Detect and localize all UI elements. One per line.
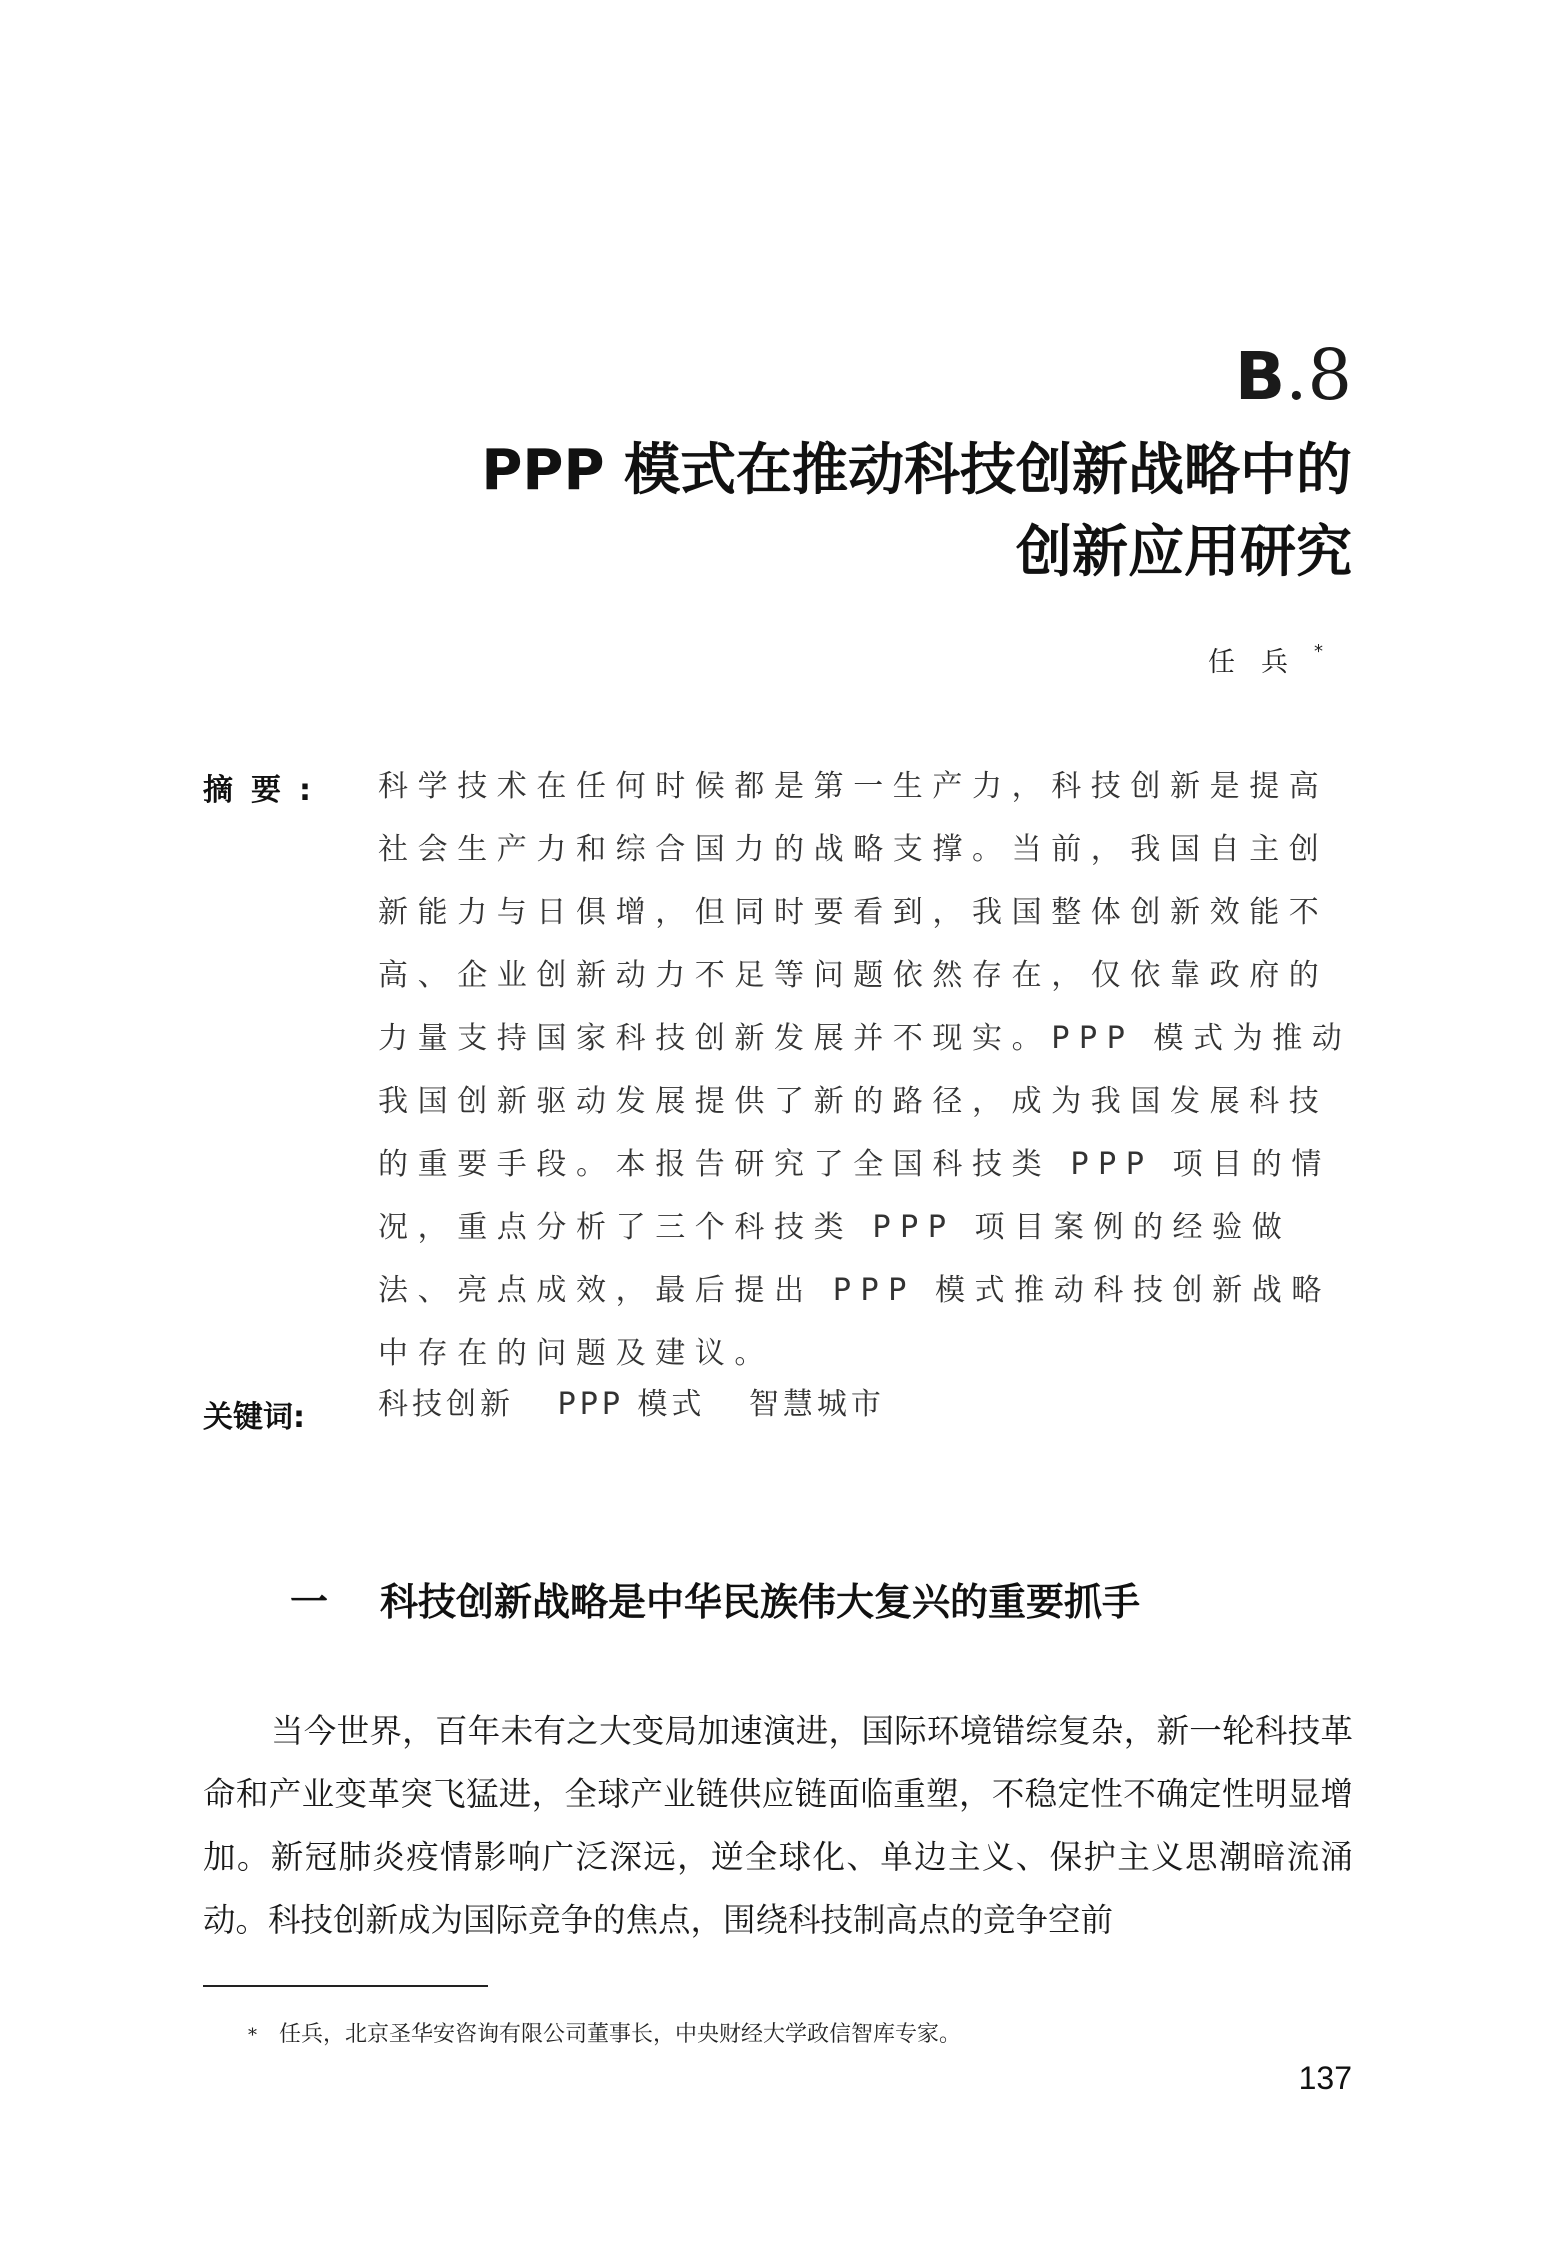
keyword-item: 科技创新 xyxy=(378,1387,514,1422)
author-footnote-mark: * xyxy=(1314,641,1323,662)
author xyxy=(1208,640,1323,679)
page-title xyxy=(252,430,1352,594)
body-paragraph: 当今世界，百年未有之大变局加速演进，国际环境错综复杂，新一轮科技革命和产业变革突飞猛进，全球产业链供应链面临重塑，不稳定性不确定性明显增加。新冠肺炎疫情影响广泛深远，逆全球化、单边主义、保护主义思潮暗流涌动。科技创新成为国际竞争的焦点，围绕科技制高点的竞争空前 xyxy=(203,1712,1353,1939)
keywords-label: 关键词: xyxy=(203,1400,305,1435)
keywords-list xyxy=(378,1380,915,1430)
chapter-number xyxy=(1235,335,1352,417)
page-number: 137 xyxy=(1298,2060,1352,2096)
title-line-2: 创新应用研究 xyxy=(1016,520,1352,585)
chapter-digit: .8 xyxy=(1285,334,1352,416)
abstract-label: 摘要: xyxy=(203,773,329,808)
title-line-1: PPP 模式在推动科技创新战略中的 xyxy=(481,438,1352,503)
footnote-divider xyxy=(203,1985,488,1987)
section-number: 一 xyxy=(290,1580,329,1624)
footnote-text: 任兵，北京圣华安咨询有限公司董事长，中央财经大学政信智库专家。 xyxy=(279,2022,962,2047)
section-title: 科技创新战略是中华民族伟大复兴的重要抓手 xyxy=(380,1580,1141,1624)
chapter-letter: B xyxy=(1234,338,1286,415)
section-heading xyxy=(290,1572,1140,1632)
abstract-text: 科学技术在任何时候都是第一生产力，科技创新是提高社会生产力和综合国力的战略支撑。当前，我国自主创新能力与日俱增，但同时要看到，我国整体创新效能不高、企业创新动力不足等问题依然存在，仅依靠政府的力量支持国家科技创新发展并不现实。PPP 模式为推动我国创新驱动发展提供了新的路径，成为我国发展科技的重要手段。本报告研究了全国科技类 PPP 项目的情况，重点分析了三个科技类 PPP 项目案例的经验做法、亮点成效，最后提出 PPP 模式推动科技创新战略中存在的问题及建议。 xyxy=(378,769,1352,1371)
keyword-item: 智慧城市 xyxy=(748,1387,885,1422)
footnote-mark: * xyxy=(248,2025,257,2046)
footnote xyxy=(248,2018,961,2053)
author-name: 任兵 xyxy=(1208,647,1314,678)
keyword-item: PPP 模式 xyxy=(557,1387,706,1422)
